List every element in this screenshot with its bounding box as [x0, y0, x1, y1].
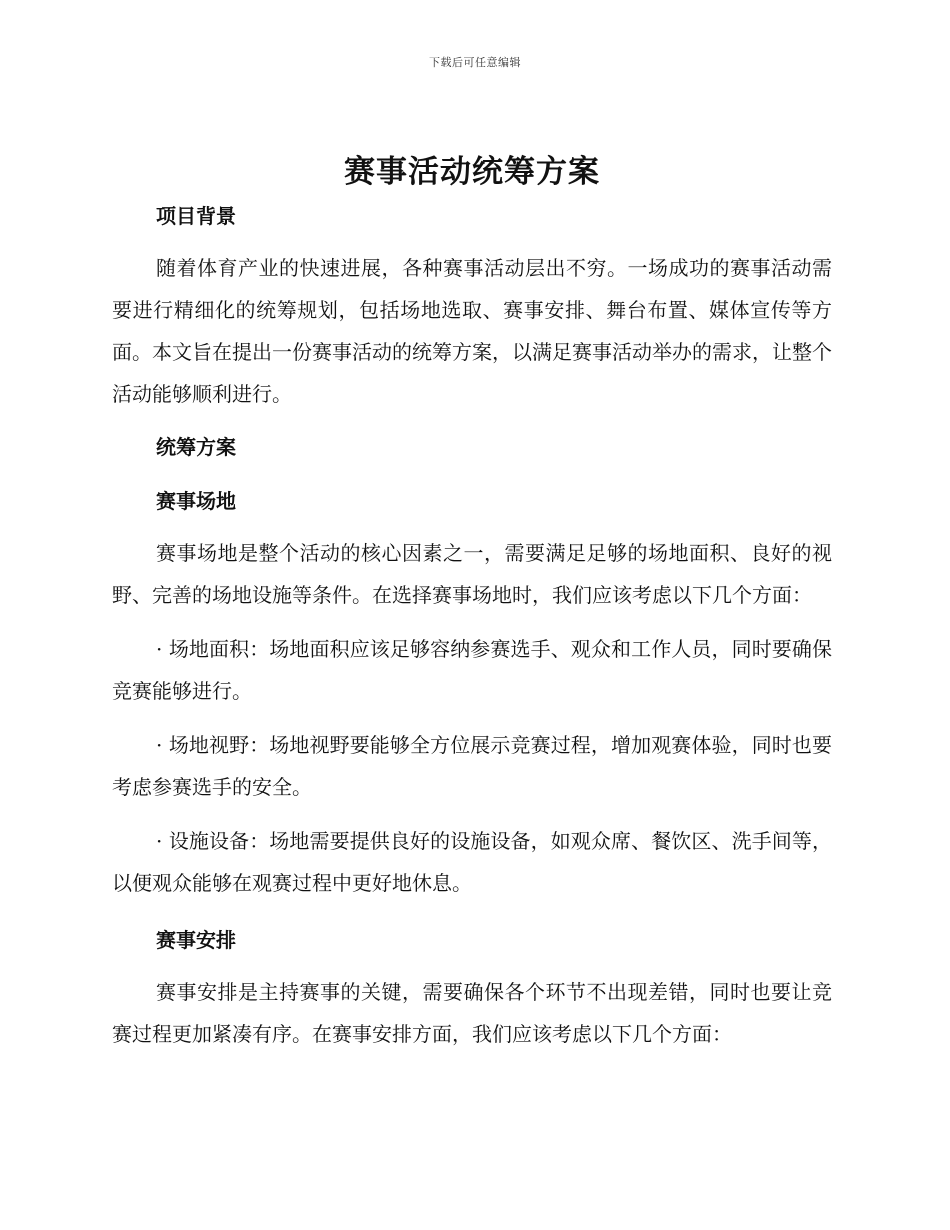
venue-bullet-area: · 场地面积：场地面积应该足够容纳参赛选手、观众和工作人员，同时要确保竞赛能够进行。 [112, 637, 832, 703]
venue-bullet-view: · 场地视野：场地视野要能够全方位展示竞赛过程，增加观赛体验，同时也要考虑参赛选手的安全。 [112, 733, 832, 799]
document-title: 赛事活动统筹方案 [344, 154, 600, 190]
section-heading-schedule: 赛事安排 [156, 928, 236, 952]
venue-paragraph: 赛事场地是整个活动的核心因素之一，需要满足足够的场地面积、良好的视野、完善的场地设施等条件。在选择赛事场地时，我们应该考虑以下几个方面： [112, 541, 832, 607]
section-heading-background: 项目背景 [156, 204, 236, 228]
venue-bullet-facilities: · 设施设备：场地需要提供良好的设施设备，如观众席、餐饮区、洗手间等，以便观众能够在观赛过程中更好地休息。 [112, 829, 832, 895]
download-note: 下载后可任意编辑 [429, 56, 521, 69]
section-heading-plan: 统筹方案 [156, 435, 236, 459]
section-heading-venue: 赛事场地 [156, 489, 236, 513]
background-paragraph: 随着体育产业的快速进展，各种赛事活动层出不穷。一场成功的赛事活动需要进行精细化的统筹规划，包括场地选取、赛事安排、舞台布置、媒体宣传等方面。本文旨在提出一份赛事活动的统筹方案，以满足赛事活动举办的需求，让整个活动能够顺利进行。 [112, 256, 832, 406]
schedule-paragraph: 赛事安排是主持赛事的关键，需要确保各个环节不出现差错，同时也要让竞赛过程更加紧凑有序。在赛事安排方面，我们应该考虑以下几个方面： [112, 980, 832, 1046]
document-body [112, 148, 832, 1055]
